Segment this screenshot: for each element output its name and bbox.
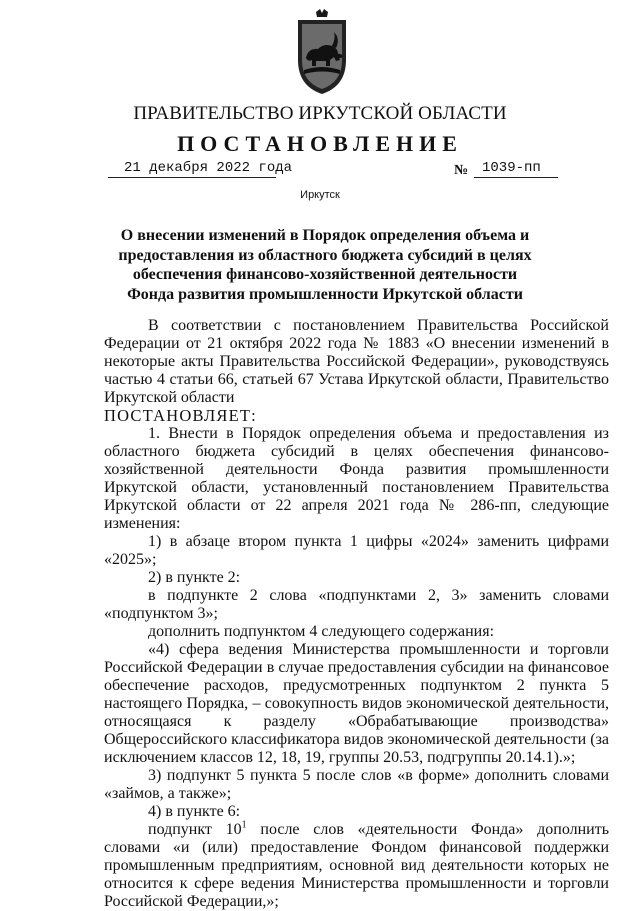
subitem-2b-paragraph: дополнить подпунктом 4 следующего содержания:	[148, 623, 495, 640]
subitem-3-paragraph: 3) подпункт 5 пункта 5 после слов «в форме» дополнить словами «займов, а также»;	[104, 767, 609, 802]
preamble-paragraph: В соответствии с постановлением Правительства Российской Федерации от 21 октября 2022 года № 1883 «О внесении изменений в некоторые акты Правительства Российской Федерации», руководствуясь частью 4 статьи 66, статьей 67 Устава Иркутской области, Правительство Иркутской области	[104, 317, 609, 406]
subitem-4a-text-start: подпункт 10	[148, 821, 242, 838]
superscript-index: 1	[241, 819, 247, 831]
resolves-heading: ПОСТАНОВЛЯЕТ:	[104, 406, 257, 425]
subitem-2-quote-paragraph: «4) сфера ведения Министерства промышленности и торговли Российской Федерации в случае предоставления субсидии на финансовое обеспечение расходов, предусмотренных подпунктом 2 пункта 5 настоящего Порядка, – совокупность видов экономической деятельности, относящаяся к разделу «Обрабатывающие производства» Общероссийского классификатора видов экономической деятельности (за исключением классов 12, 18, 19, группы 20.53, подгруппы 20.14.1).»;	[104, 641, 609, 766]
subitem-4a-paragraph	[104, 821, 609, 911]
document-number: 1039-пп	[482, 160, 541, 176]
coat-of-arms-icon	[294, 8, 350, 98]
subitem-4-paragraph: 4) в пункте 6:	[148, 803, 241, 820]
subitem-1-paragraph: 1) в абзаце втором пункта 1 цифры «2024» заменить цифрами «2025»;	[104, 533, 609, 568]
government-name: ПРАВИТЕЛЬСТВО ИРКУТСКОЙ ОБЛАСТИ	[133, 103, 507, 124]
document-heading: О внесении изменений в Порядок определения объема и предоставления из областного бюджета субсидий в целях обеспечения финансово-хозяйственной деятельности Фонда развития промышленности Иркутской области	[118, 227, 532, 303]
number-sign: №	[454, 163, 469, 178]
number-underline	[474, 177, 558, 178]
date-underline	[108, 177, 276, 178]
city-name: Иркутск	[300, 189, 340, 201]
document-body	[104, 317, 609, 911]
document-type: ПОСТАНОВЛЕНИЕ	[177, 131, 463, 156]
subitem-4a-text-end: после слов «деятельности Фонда» дополнить словами «и (или) предоставление Фондом финансовой поддержки промышленным предприятиям, основной вид деятельности которых не относится к сфере ведения Министерства промышленности и торговли Российской Федерации,»;	[104, 821, 610, 910]
subitem-2a-paragraph: в подпункте 2 слова «подпунктами 2, 3» заменить словами «подпунктом 3»;	[104, 587, 609, 622]
document-date: 21 декабря 2022 года	[124, 160, 293, 176]
item-1-paragraph: 1. Внести в Порядок определения объема и предоставления из областного бюджета субсидий в целях обеспечения финансово-хозяйственной деятельности Фонда развития промышленности Иркутской области, установленный постановлением Правительства Иркутской области от 22 апреля 2021 года № 286-пп, следующие изменения:	[104, 425, 609, 532]
subitem-2-paragraph: 2) в пункте 2:	[148, 569, 241, 586]
